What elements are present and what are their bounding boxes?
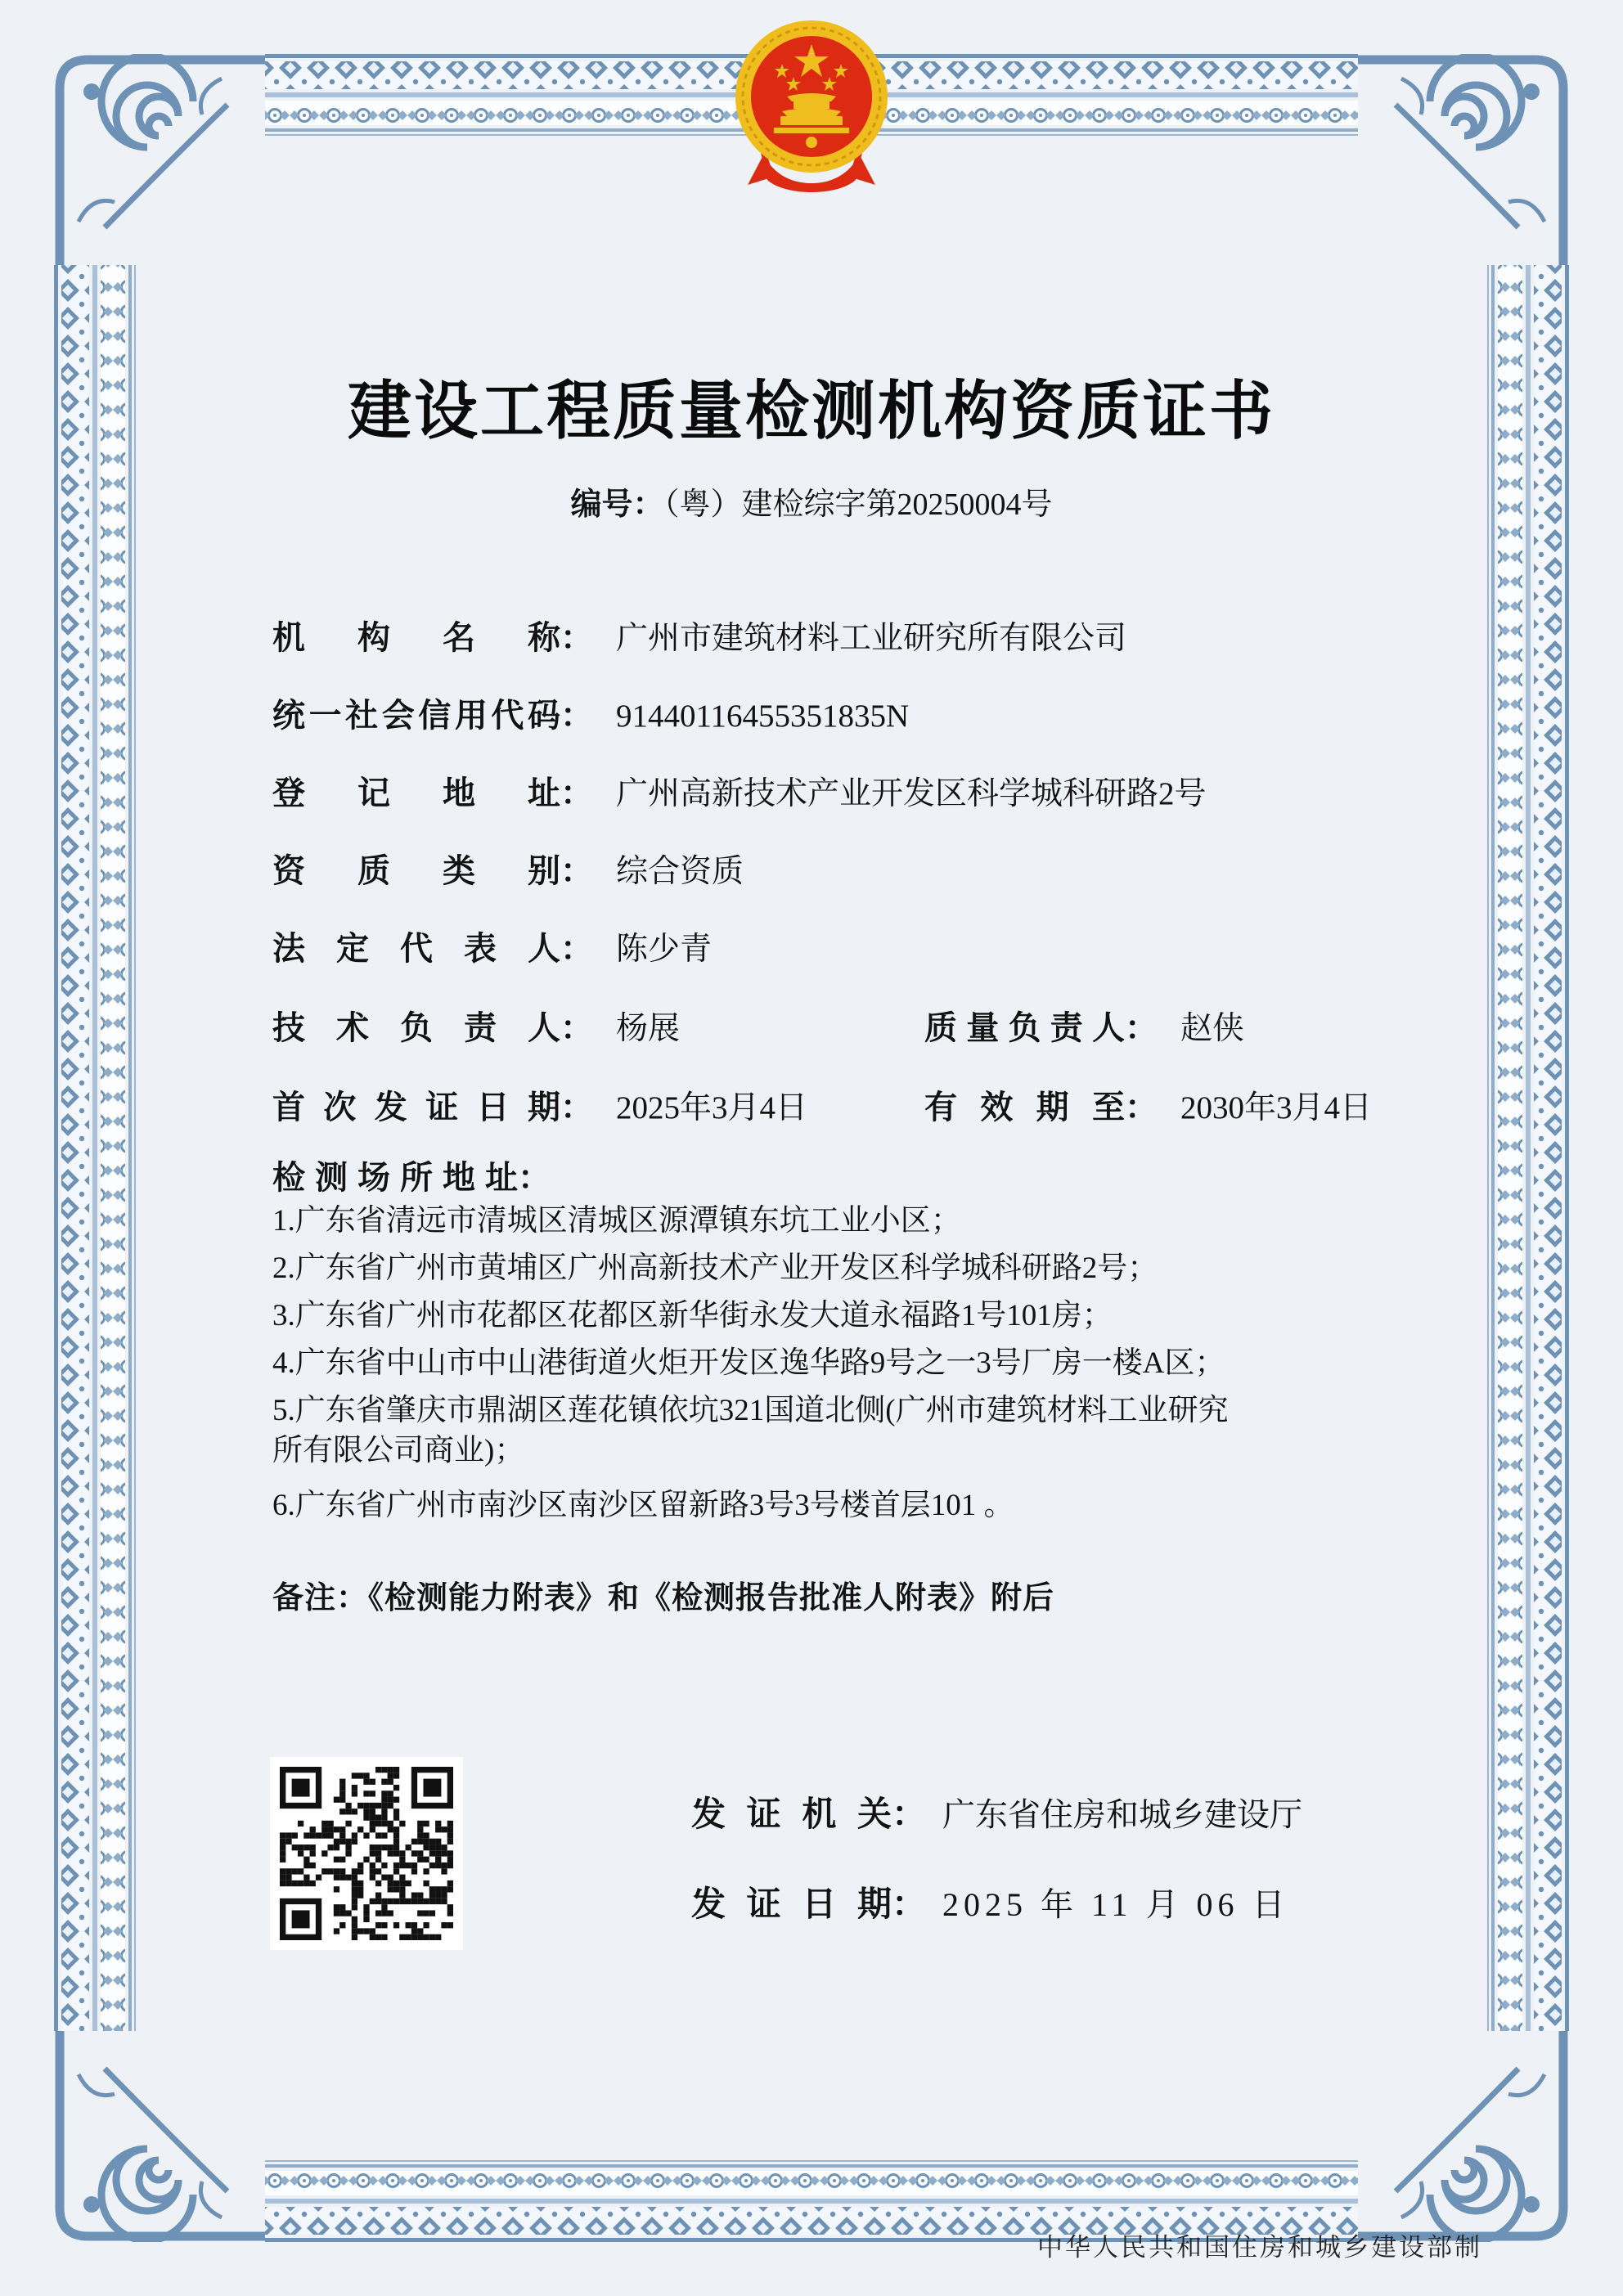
field-label: 质量负责人 xyxy=(924,1010,1125,1046)
field-row xyxy=(272,845,744,892)
site-item: 1.广东省清远市清城区清城区源潭镇东坑工业小区； xyxy=(272,1204,961,1238)
site-item: 6.广东省广州市南沙区南沙区留新路3号3号楼首层101 。 xyxy=(272,1489,1014,1522)
field-value: 广州市建筑材料工业研究所有限公司 xyxy=(616,621,1127,656)
field-pair xyxy=(924,1002,1244,1049)
issuer-colon: ： xyxy=(892,1795,927,1833)
field-label: 技术负责人 xyxy=(272,1010,560,1046)
issuer-label: 发证机关 xyxy=(691,1795,892,1833)
qr-code-pattern xyxy=(280,1767,453,1940)
field-colon: ： xyxy=(1125,1010,1158,1046)
field-colon: ： xyxy=(560,775,593,811)
site-item: 4.广东省中山市中山港街道火炬开发区逸华路9号之一3号厂房一楼A区； xyxy=(272,1346,1225,1380)
issuer-value: 广东省住房和城乡建设厅 xyxy=(942,1796,1303,1833)
field-value: 陈少青 xyxy=(616,932,713,967)
serial-number xyxy=(0,479,1623,523)
field-value: 广州高新技术产业开发区科学城科研路2号 xyxy=(616,776,1207,811)
field-value: 赵侠 xyxy=(1180,1011,1245,1046)
serial-value: （粤）建检综字第20250004号 xyxy=(663,488,1053,522)
field-label: 机构名称 xyxy=(272,620,560,656)
field-pair xyxy=(272,1002,680,1049)
field-label: 登记地址 xyxy=(272,775,560,811)
field-colon: ： xyxy=(560,1010,593,1046)
field-label: 资质类别 xyxy=(272,853,560,889)
field-value: 2030年3月4日 xyxy=(1180,1090,1373,1126)
field-value: 杨展 xyxy=(616,1011,681,1046)
issue-date-label: 发证日期 xyxy=(691,1885,892,1923)
field-row xyxy=(272,612,1126,658)
site-item: 2.广东省广州市黄埔区广州高新技术产业开发区科学城科研路2号； xyxy=(272,1251,1158,1285)
field-label: 统一社会信用代码 xyxy=(272,698,560,734)
qr-code xyxy=(270,1757,463,1950)
field-row xyxy=(272,923,712,969)
issuer-row xyxy=(691,1787,1302,1836)
sites-list xyxy=(272,1201,1258,1533)
field-colon: ： xyxy=(1125,1090,1158,1126)
field-label: 有效期至 xyxy=(924,1090,1125,1126)
sites-heading xyxy=(272,1152,551,1198)
site-item: 3.广东省广州市花都区花都区新华街永发大道永福路1号101房； xyxy=(272,1299,1113,1332)
field-row xyxy=(272,690,909,736)
serial-colon: ： xyxy=(632,488,664,522)
field-row xyxy=(272,767,1207,814)
field-colon: ： xyxy=(560,853,593,889)
sites-heading-colon: ： xyxy=(518,1160,551,1196)
note-text: 备注：《检测能力附表》和《检测报告批准人附表》附后 xyxy=(272,1581,1055,1615)
sites-heading-label: 检测场所地址 xyxy=(272,1160,518,1196)
page-title: 建设工程质量检测机构资质证书 xyxy=(347,375,1275,447)
field-colon: ： xyxy=(560,1090,593,1126)
serial-label: 编号 xyxy=(570,488,633,522)
issue-date-row xyxy=(691,1877,1290,1926)
field-value: 91440116455351835N xyxy=(616,699,910,734)
field-colon: ： xyxy=(560,698,593,734)
field-pair xyxy=(272,1081,807,1128)
site-item: 5.广东省肇庆市鼎湖区莲花镇依坑321国道北侧(广州市建筑材料工业研究所有限公司商业)； xyxy=(272,1394,1229,1467)
field-pair xyxy=(924,1081,1372,1128)
footer-imprint: 中华人民共和国住房和城乡建设部制 xyxy=(1037,2233,1482,2262)
field-value: 综合资质 xyxy=(616,854,744,889)
field-colon: ： xyxy=(560,931,593,967)
field-label: 首次发证日期 xyxy=(272,1090,560,1126)
field-colon: ： xyxy=(560,620,593,656)
issue-date-colon: ： xyxy=(892,1885,927,1923)
field-label: 法定代表人 xyxy=(272,931,560,967)
field-value: 2025年3月4日 xyxy=(616,1090,808,1126)
issue-date-value: 2025 年 11 月 06 日 xyxy=(942,1886,1290,1923)
national-emblem-icon xyxy=(723,11,900,208)
